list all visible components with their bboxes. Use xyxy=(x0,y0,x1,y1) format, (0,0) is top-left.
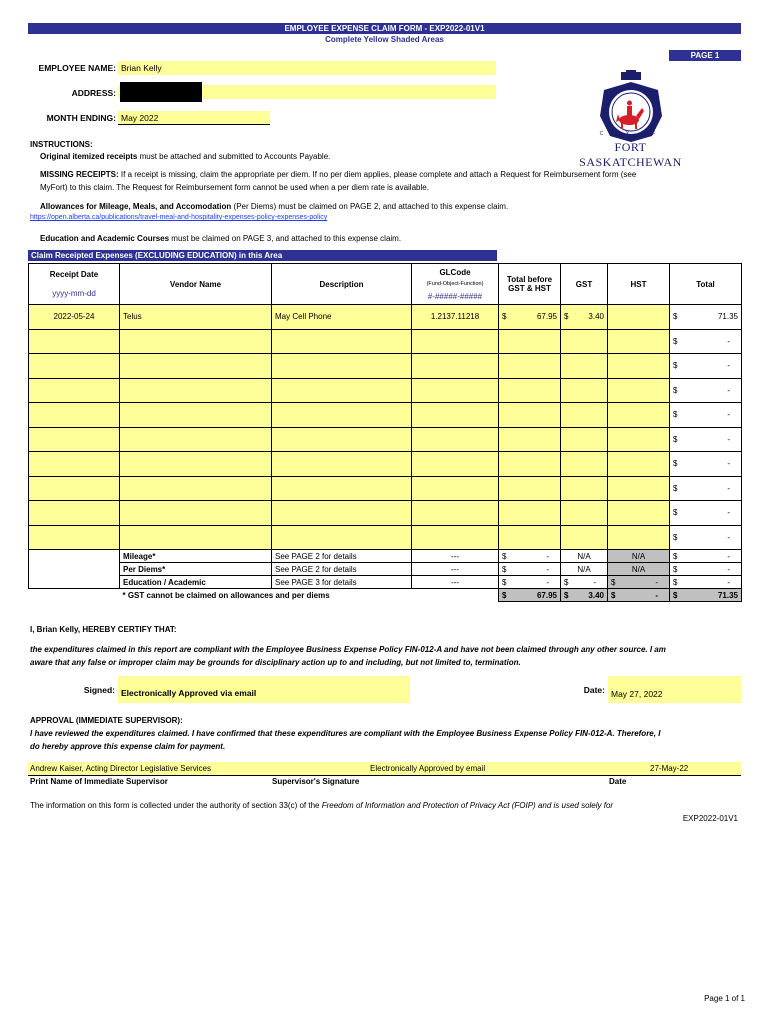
table-section-label: Claim Receipted Expenses (EXCLUDING EDUCATION) in this Area xyxy=(28,250,497,261)
certify-text-2: aware that any false or improper claim may be grounds for disciplinary action up to and including, but not limited to, termination. xyxy=(30,658,521,667)
currency-sign: $ xyxy=(673,551,678,561)
col-total: Total xyxy=(670,264,742,305)
approval-heading: APPROVAL (IMMEDIATE SUPERVISOR): xyxy=(30,716,183,725)
instructions-missing xyxy=(40,168,745,181)
empty-gst-cell[interactable] xyxy=(561,427,608,452)
dash: - xyxy=(546,551,549,561)
empty-date-cell[interactable] xyxy=(29,354,120,379)
missing-bold: MISSING RECEIPTS: xyxy=(40,170,119,179)
currency-sign: $ xyxy=(564,577,569,587)
currency-sign: $ xyxy=(673,459,678,469)
gl-format-hint: (Fund-Object-Function) xyxy=(426,280,484,287)
empty-hst-cell[interactable] xyxy=(608,354,670,379)
mileage-total xyxy=(670,550,742,563)
supervisor-signature[interactable]: Electronically Approved by email xyxy=(370,764,486,773)
education-label: Education / Academic xyxy=(120,576,272,589)
edu-bold: Education and Academic Courses xyxy=(40,234,170,243)
allow-bold: Allowances for Mileage, Meals, and Accomodation xyxy=(40,202,232,211)
redaction-block xyxy=(120,82,202,102)
approval-text-1: I have reviewed the expenditures claimed. I have confirmed that these expenditures are compliant with the Employee Business Expense Policy FIN-012-A. Therefore, I xyxy=(30,729,661,738)
instructions-allowances xyxy=(40,200,508,213)
dash: - xyxy=(546,577,549,587)
currency-sign: $ xyxy=(673,532,678,542)
dash: - xyxy=(727,410,730,420)
currency-sign: $ xyxy=(564,590,569,600)
empty-description-cell[interactable] xyxy=(272,378,412,403)
currency-sign: $ xyxy=(502,551,507,561)
perdiem-gl: --- xyxy=(412,563,499,576)
empty-before-cell[interactable] xyxy=(499,403,561,428)
dash: - xyxy=(727,459,730,469)
dash: - xyxy=(546,564,549,574)
table-row xyxy=(29,427,742,452)
row1-glcode[interactable]: 1.2137.11218 xyxy=(412,305,499,330)
logo-city-text: CITY OF xyxy=(599,131,662,137)
month-ending-field[interactable]: May 2022 xyxy=(118,111,270,125)
gl-mask-hint: #-#####-##### xyxy=(427,291,483,301)
education-gst xyxy=(561,576,608,589)
dash: - xyxy=(727,551,730,561)
form-title: EMPLOYEE EXPENSE CLAIM FORM - EXP2022-01V1 xyxy=(28,23,741,34)
receipt-date-label: Receipt Date xyxy=(49,270,99,279)
empty-before-cell[interactable] xyxy=(499,329,561,354)
dash: - xyxy=(727,361,730,371)
row1-total xyxy=(670,305,742,330)
allowance-spacer xyxy=(29,550,120,589)
dash: - xyxy=(727,385,730,395)
allow-rest: (Per Diems) must be claimed on PAGE 2, and attached to this expense claim. xyxy=(231,202,509,211)
empty-glcode-cell[interactable] xyxy=(412,403,499,428)
foip-notice xyxy=(30,799,742,812)
perdiem-hst: N/A xyxy=(608,563,670,576)
currency-sign: $ xyxy=(502,312,507,322)
empty-total-cell xyxy=(670,452,742,477)
empty-description-cell[interactable] xyxy=(272,501,412,526)
sum-before-value: 67.95 xyxy=(536,590,557,600)
city-crest-logo xyxy=(596,70,666,150)
gst-note: * GST cannot be claimed on allowances and per diems xyxy=(122,590,330,600)
education-total xyxy=(670,576,742,589)
empty-before-cell[interactable] xyxy=(499,476,561,501)
empty-total-cell xyxy=(670,476,742,501)
currency-sign: $ xyxy=(673,312,678,322)
date-caption: Date xyxy=(609,777,627,786)
empty-total-cell xyxy=(670,427,742,452)
edu-rest: must be claimed on PAGE 3, and attached to this expense claim. xyxy=(169,234,402,243)
currency-sign: $ xyxy=(673,385,678,395)
mileage-see: See PAGE 2 for details xyxy=(272,550,412,563)
mileage-hst: N/A xyxy=(608,550,670,563)
col-receipt-date xyxy=(29,264,120,305)
address-label: ADDRESS: xyxy=(71,88,116,98)
empty-hst-cell[interactable] xyxy=(608,427,670,452)
missing-rest-2: MyFort) to this claim. The Request for Reimbursement form cannot be used when a per diem rate is available. xyxy=(40,183,429,192)
empty-total-cell xyxy=(670,329,742,354)
total-before-label-2: GST & HST xyxy=(508,284,551,293)
page-badge: PAGE 1 xyxy=(669,50,741,61)
month-ending-label: MONTH ENDING: xyxy=(46,113,116,123)
currency-sign: $ xyxy=(673,410,678,420)
original-bold: Original itemized receipts xyxy=(40,152,138,161)
row1-total-value: 71.35 xyxy=(717,312,738,322)
dash: - xyxy=(655,590,658,600)
employee-name-label: EMPLOYEE NAME: xyxy=(38,63,116,73)
dash: - xyxy=(727,532,730,542)
table-row xyxy=(29,501,742,526)
empty-date-cell[interactable] xyxy=(29,525,120,550)
empty-date-cell[interactable] xyxy=(29,501,120,526)
empty-hst-cell[interactable] xyxy=(608,329,670,354)
perdiem-gst: N/A xyxy=(561,563,608,576)
empty-date-cell[interactable] xyxy=(29,427,120,452)
col-glcode xyxy=(412,264,499,305)
col-gst: GST xyxy=(561,264,608,305)
row1-hst[interactable] xyxy=(608,305,670,330)
empty-glcode-cell[interactable] xyxy=(412,501,499,526)
table-row xyxy=(29,525,742,550)
table-row xyxy=(29,329,742,354)
empty-hst-cell[interactable] xyxy=(608,452,670,477)
col-description: Description xyxy=(272,264,412,305)
empty-hst-cell[interactable] xyxy=(608,501,670,526)
employee-name-field[interactable]: Brian Kelly xyxy=(118,61,496,75)
empty-glcode-cell[interactable] xyxy=(412,476,499,501)
empty-hst-cell[interactable] xyxy=(608,525,670,550)
empty-description-cell[interactable] xyxy=(272,476,412,501)
sum-gst-value: 3.40 xyxy=(588,590,604,600)
mileage-row xyxy=(29,550,742,563)
instructions-original xyxy=(40,150,330,163)
address-field[interactable] xyxy=(118,85,496,99)
empty-gst-cell[interactable] xyxy=(561,525,608,550)
empty-gst-cell[interactable] xyxy=(561,476,608,501)
logo-name-text: FORT SASKATCHEWAN xyxy=(579,140,682,169)
empty-before-cell[interactable] xyxy=(499,525,561,550)
empty-date-cell[interactable] xyxy=(29,476,120,501)
empty-date-cell[interactable] xyxy=(29,378,120,403)
table-header-row xyxy=(29,264,742,305)
table-row xyxy=(29,305,742,330)
form-code: EXP2022-01V1 xyxy=(682,814,738,823)
empty-description-cell[interactable] xyxy=(272,427,412,452)
instructions-heading: INSTRUCTIONS: xyxy=(30,140,93,149)
empty-vendor-cell[interactable] xyxy=(120,427,272,452)
empty-hst-cell[interactable] xyxy=(608,403,670,428)
empty-before-cell[interactable] xyxy=(499,501,561,526)
dash: - xyxy=(727,508,730,518)
row1-description[interactable]: May Cell Phone xyxy=(272,305,412,330)
sum-hst xyxy=(608,589,670,602)
empty-glcode-cell[interactable] xyxy=(412,354,499,379)
empty-total-cell xyxy=(670,378,742,403)
signed-label: Signed: xyxy=(83,685,115,695)
empty-glcode-cell[interactable] xyxy=(412,452,499,477)
empty-date-cell[interactable] xyxy=(29,329,120,354)
empty-gst-cell[interactable] xyxy=(561,501,608,526)
perdiem-see: See PAGE 2 for details xyxy=(272,563,412,576)
table-row xyxy=(29,378,742,403)
currency-sign: $ xyxy=(673,508,678,518)
table-row xyxy=(29,452,742,477)
row1-vendor[interactable]: Telus xyxy=(120,305,272,330)
empty-total-cell xyxy=(670,525,742,550)
empty-description-cell[interactable] xyxy=(272,403,412,428)
sum-gst xyxy=(561,589,608,602)
currency-sign: $ xyxy=(673,361,678,371)
empty-vendor-cell[interactable] xyxy=(120,476,272,501)
table-row xyxy=(29,476,742,501)
empty-gst-cell[interactable] xyxy=(561,354,608,379)
empty-gst-cell[interactable] xyxy=(561,378,608,403)
sum-total xyxy=(670,589,742,602)
currency-sign: $ xyxy=(611,590,616,600)
supervisor-name[interactable]: Andrew Kaiser, Acting Director Legislative Services xyxy=(30,764,211,773)
empty-hst-cell[interactable] xyxy=(608,476,670,501)
foip-text: The information on this form is collected under the authority of section 33(c) of the xyxy=(30,801,322,810)
expense-table xyxy=(28,263,742,602)
education-hst xyxy=(608,576,670,589)
col-total-before xyxy=(499,264,561,305)
empty-vendor-cell[interactable] xyxy=(120,452,272,477)
original-rest: must be attached and submitted to Accounts Payable. xyxy=(137,152,331,161)
totals-spacer xyxy=(29,589,120,602)
date-field[interactable]: May 27, 2022 xyxy=(608,676,741,703)
empty-before-cell[interactable] xyxy=(499,354,561,379)
empty-before-cell[interactable] xyxy=(499,452,561,477)
currency-sign: $ xyxy=(673,564,678,574)
empty-date-cell[interactable] xyxy=(29,403,120,428)
perdiem-label: Per Diems* xyxy=(120,563,272,576)
table-row xyxy=(29,354,742,379)
dash: - xyxy=(727,564,730,574)
empty-glcode-cell[interactable] xyxy=(412,329,499,354)
row1-before-value: 67.95 xyxy=(536,312,557,322)
form-subtitle: Complete Yellow Shaded Areas xyxy=(325,35,444,44)
perdiem-before xyxy=(499,563,561,576)
col-vendor: Vendor Name xyxy=(120,264,272,305)
date-label: Date: xyxy=(583,685,605,695)
mileage-label: Mileage* xyxy=(120,550,272,563)
empty-total-cell xyxy=(670,501,742,526)
mileage-gst: N/A xyxy=(561,550,608,563)
education-row xyxy=(29,576,742,589)
empty-vendor-cell[interactable] xyxy=(120,403,272,428)
certify-heading: I, Brian Kelly, HEREBY CERTIFY THAT: xyxy=(30,625,177,634)
empty-before-cell[interactable] xyxy=(499,427,561,452)
empty-total-cell xyxy=(670,403,742,428)
page-count: Page 1 of 1 xyxy=(704,994,745,1003)
total-before-label-1: Total before xyxy=(506,275,553,284)
currency-sign: $ xyxy=(673,434,678,444)
dash: - xyxy=(727,336,730,346)
approval-text-2: do hereby approve this expense claim for payment. xyxy=(30,742,226,751)
row1-gst[interactable] xyxy=(561,305,608,330)
empty-vendor-cell[interactable] xyxy=(120,354,272,379)
currency-sign: $ xyxy=(673,336,678,346)
education-see: See PAGE 3 for details xyxy=(272,576,412,589)
currency-sign: $ xyxy=(564,312,569,322)
instructions-education xyxy=(40,232,401,245)
empty-vendor-cell[interactable] xyxy=(120,329,272,354)
glcode-label: GLCode xyxy=(439,267,471,277)
empty-gst-cell[interactable] xyxy=(561,403,608,428)
certify-text-1: the expenditures claimed in this report are compliant with the Employee Business Expense Policy FIN-012-A and have not been claimed through any other source. I am xyxy=(30,645,666,654)
empty-total-cell xyxy=(670,354,742,379)
perdiem-total xyxy=(670,563,742,576)
empty-before-cell[interactable] xyxy=(499,378,561,403)
empty-vendor-cell[interactable] xyxy=(120,525,272,550)
currency-sign: $ xyxy=(502,564,507,574)
education-gl: --- xyxy=(412,576,499,589)
sum-before xyxy=(499,589,561,602)
empty-vendor-cell[interactable] xyxy=(120,378,272,403)
name-caption: Print Name of Immediate Supervisor xyxy=(30,777,168,786)
empty-vendor-cell[interactable] xyxy=(120,501,272,526)
empty-rows xyxy=(29,329,742,550)
empty-description-cell[interactable] xyxy=(272,452,412,477)
signed-field[interactable]: Electronically Approved via email xyxy=(118,676,410,703)
mileage-gl: --- xyxy=(412,550,499,563)
totals-row xyxy=(29,589,742,602)
currency-sign: $ xyxy=(502,577,507,587)
row1-gst-value: 3.40 xyxy=(588,312,604,322)
empty-date-cell[interactable] xyxy=(29,452,120,477)
dash: - xyxy=(727,483,730,493)
education-before xyxy=(499,576,561,589)
mileage-before xyxy=(499,550,561,563)
empty-glcode-cell[interactable] xyxy=(412,427,499,452)
empty-description-cell[interactable] xyxy=(272,525,412,550)
foip-italic: Freedom of Information and Protection of Privacy Act (FOIP) and is used solely for xyxy=(321,801,614,810)
empty-gst-cell[interactable] xyxy=(561,452,608,477)
approval-date[interactable]: 27-May-22 xyxy=(650,764,689,773)
empty-description-cell[interactable] xyxy=(272,329,412,354)
empty-glcode-cell[interactable] xyxy=(412,525,499,550)
currency-sign: $ xyxy=(673,590,678,600)
currency-sign: $ xyxy=(502,590,507,600)
dash: - xyxy=(655,577,658,587)
dash: - xyxy=(727,577,730,587)
col-hst: HST xyxy=(608,264,670,305)
dash: - xyxy=(727,434,730,444)
missing-rest-1: If a receipt is missing, claim the appropriate per diem. If no per diem applies, please complete and attach a Request for Reimbursement form (see xyxy=(118,170,637,179)
empty-hst-cell[interactable] xyxy=(608,378,670,403)
currency-sign: $ xyxy=(673,483,678,493)
date-format-hint: yyyy-mm-dd xyxy=(52,289,96,298)
currency-sign: $ xyxy=(673,577,678,587)
empty-gst-cell[interactable] xyxy=(561,329,608,354)
signature-caption: Supervisor's Signature xyxy=(272,777,360,786)
dash: - xyxy=(593,577,596,587)
currency-sign: $ xyxy=(611,577,616,587)
sum-total-value: 71.35 xyxy=(717,590,738,600)
table-row xyxy=(29,403,742,428)
policy-link[interactable]: https://open.alberta.ca/publications/travel-meal-and-hospitality-expenses-policy-expenses-policy xyxy=(30,214,328,221)
empty-glcode-cell[interactable] xyxy=(412,378,499,403)
row1-before[interactable] xyxy=(499,305,561,330)
row1-date[interactable]: 2022-05-24 xyxy=(29,305,120,330)
perdiem-row xyxy=(29,563,742,576)
empty-description-cell[interactable] xyxy=(272,354,412,379)
